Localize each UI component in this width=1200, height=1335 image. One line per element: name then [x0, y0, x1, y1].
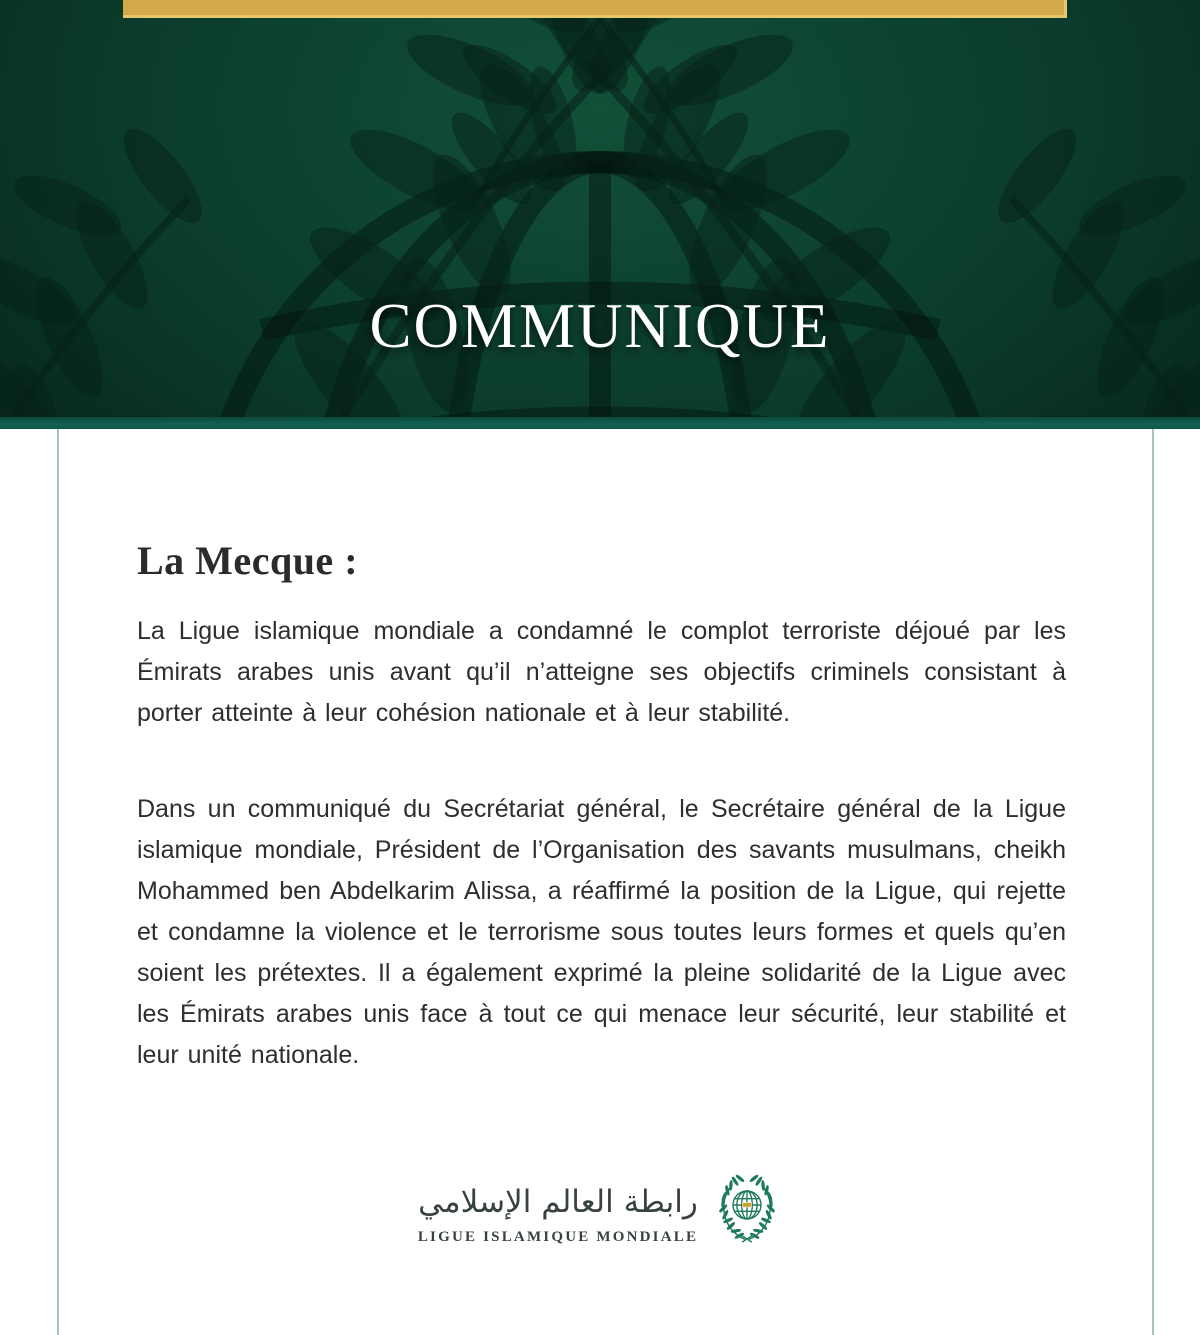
gold-accent-bar [123, 0, 1067, 18]
emblem-gold-dash [743, 1203, 752, 1208]
organization-logo-text [418, 1178, 698, 1246]
page-title: COMMUNIQUE [369, 291, 831, 361]
wreath-globe-icon [712, 1172, 782, 1252]
teal-divider-band [0, 417, 1200, 429]
paragraph-1: La Ligue islamique mondiale a condamné le complot terroriste déjoué par les Émirats arabes unis avant qu’il n’atteigne ses objectifs criminels consistant à porter atteinte à leur cohésion nationale et à leur stabilité. [137, 617, 1066, 727]
content-area [0, 429, 1200, 1335]
body-text [137, 611, 1066, 1076]
paragraph-2: Dans un communiqué du Secrétariat général, le Secrétaire général de la Ligue islamique mondiale, Président de l’Organisation des savants musulmans, cheikh Mohammed ben Abdelkarim Alissa, a réaffirmé la position de la Ligue, qui rejette et condamne la violence et le terrorisme sous toutes leurs formes et quels qu’en soient les prétextes. Il a également exprimé la pleine solidarité de la Ligue avec les Émirats arabes unis face à tout ce qui menace leur sécurité, leur stabilité et leur unité nationale. [137, 795, 1066, 1069]
header-banner [0, 0, 1200, 417]
organization-name-latin: LIGUE ISLAMIQUE MONDIALE [417, 1229, 699, 1245]
dateline-heading: La Mecque : [137, 538, 359, 583]
arabic-calligraphy: رابطة العالم الإسلامي [418, 1184, 698, 1220]
organization-logo [0, 1172, 1200, 1252]
